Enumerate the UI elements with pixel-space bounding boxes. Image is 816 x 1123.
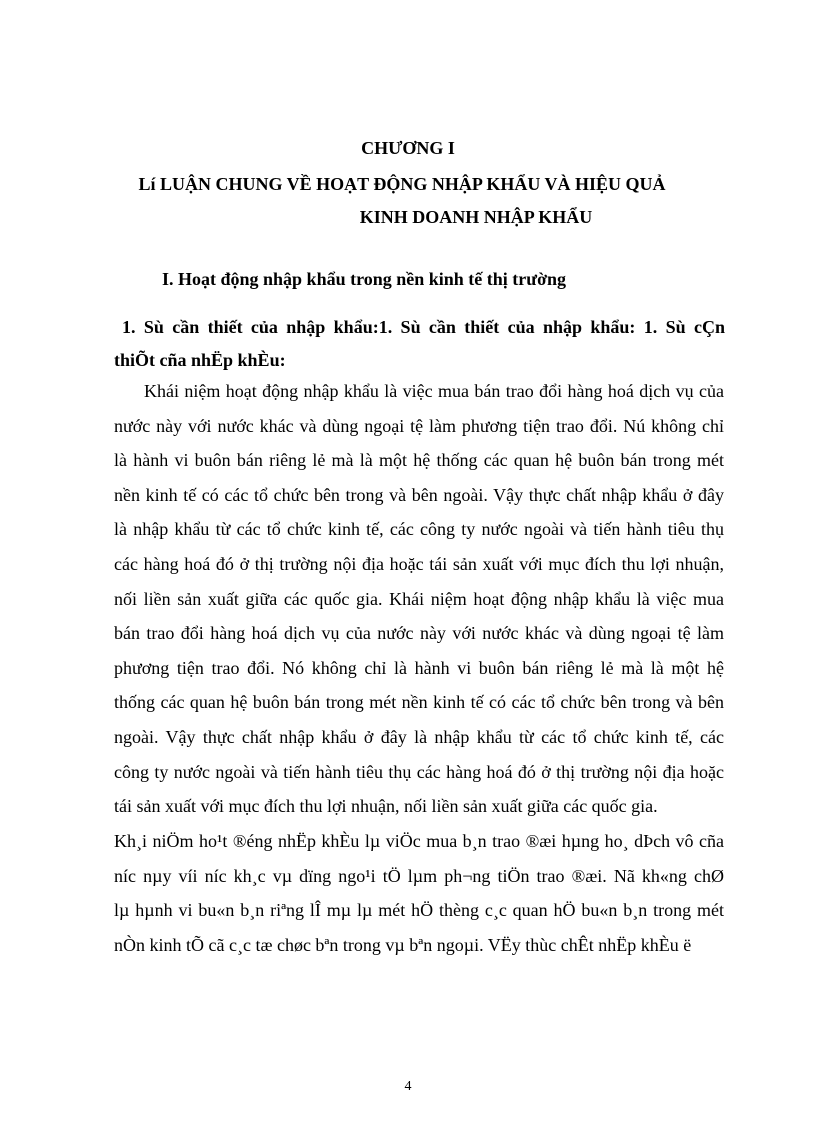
legacy-line: Kh¸i niÖm ho¹t ®éng nhËp khÈu lµ viÖc mua b¸n trao ®æi hµng ho¸ dÞch vô cña: [114, 831, 724, 851]
body-line: tái sản xuất với mục đích thu lợi nhuận, nối liền sản xuất giữa các quốc gia.: [114, 796, 658, 817]
page-number: 4: [404, 1079, 412, 1094]
legacy-encoded-paragraph: [114, 824, 724, 962]
body-line: ngoài. Vậy thực chất nhập khẩu ở đây là nhập khẩu từ các tổ chức kinh tế, các: [114, 726, 724, 747]
body-line: thống các quan hệ buôn bán trong mét nền kinh tế có các tổ chức bên trong và bên: [114, 692, 724, 713]
chapter-title-line-2: KINH DOANH NHẬP KHẨU: [359, 207, 593, 227]
subsection-heading-line-2: thiÕt cña nhËp khÈu:: [114, 350, 286, 370]
section-heading: I. Hoạt động nhập khẩu trong nền kinh tế thị trường: [162, 269, 567, 289]
body-line: nền kinh tế có các tổ chức bên trong và bên ngoài. Vậy thực chất nhập khẩu ở đây: [114, 484, 724, 505]
body-line: Khái niệm hoạt động nhập khẩu là việc mua bán trao đổi hàng hoá dịch vụ của: [144, 381, 724, 401]
body-line: là nhập khẩu từ các tổ chức kinh tế, các công ty nước ngoài và tiến hành tiêu thụ: [114, 519, 724, 540]
legacy-line: lµ hµnh vi bu«n b¸n riªng lÎ mµ lµ mét hÖ thèng c¸c quan hÖ bu«n b¸n trong mét: [114, 900, 724, 921]
body-line: nối liền sản xuất giữa các quốc gia. Khái niệm hoạt động nhập khẩu là việc mua: [114, 588, 724, 609]
body-line: nước này với nước khác và dùng ngoại tệ làm phương tiện trao đổi. Nú không chỉ: [114, 415, 724, 436]
chapter-title-line-1: Lí LUẬN CHUNG VỀ HOẠT ĐỘNG NHẬP KHẨU VÀ HIỆU QUẢ: [138, 174, 666, 194]
body-paragraph: [114, 374, 724, 824]
subsection-heading-line-1: 1. Sù cần thiết của nhập khẩu:1. Sù cần thiết của nhập khẩu: 1. Sù cÇn: [122, 317, 725, 337]
body-line: là hành vi buôn bán riêng lẻ mà là một hệ thống các quan hệ buôn bán trong mét: [114, 450, 724, 471]
legacy-line: níc nµy víi níc kh¸c vµ dïng ngo¹i tÖ lµm ph¬ng tiÖn trao ®æi. Nã kh«ng chØ: [114, 865, 724, 886]
body-line: phương tiện trao đổi. Nó không chỉ là hành vi buôn bán riêng lẻ mà là một hệ: [114, 657, 724, 678]
body-line: bán trao đổi hàng hoá dịch vụ của nước này với nước khác và dùng ngoại tệ làm: [114, 623, 724, 644]
legacy-line: nÒn kinh tÕ cã c¸c tæ chøc bªn trong vµ bªn ngoµi. VËy thùc chÊt nhËp khÈu ë: [114, 934, 692, 955]
body-line: công ty nước ngoài và tiến hành tiêu thụ các hàng hoá đó ở thị trường nội địa hoặc: [114, 761, 724, 782]
body-line: các hàng hoá đó ở thị trường nội địa hoặc tái sản xuất với mục đích thu lợi nhuận,: [114, 553, 724, 574]
chapter-number: CHƯƠNG I: [361, 138, 455, 158]
